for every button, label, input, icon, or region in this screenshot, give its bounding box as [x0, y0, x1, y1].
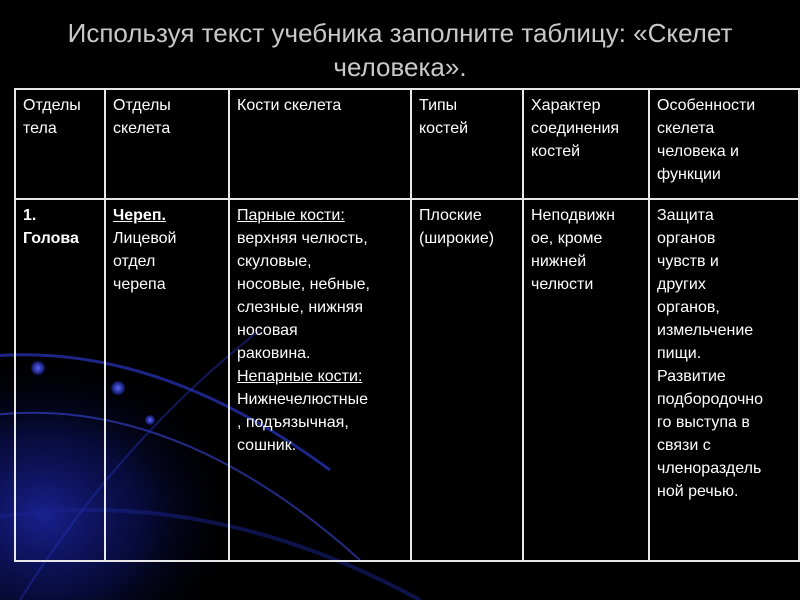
header-text: костей	[419, 120, 469, 137]
cell-text: черепа	[113, 276, 166, 293]
cell-text: других	[657, 276, 706, 293]
cell-text: Защита	[657, 207, 714, 224]
cell-text: пищи.	[657, 345, 702, 362]
cell-body-part	[15, 199, 105, 561]
cell-text: членораздель	[657, 460, 762, 477]
header-text: Кости скелета	[237, 97, 342, 114]
table-header-row	[15, 89, 799, 199]
cell-text: нижней	[531, 253, 587, 270]
cell-text: подбородочно	[657, 391, 764, 408]
skeleton-table	[14, 88, 800, 562]
cell-text: (широкие)	[419, 230, 495, 247]
header-cell-body-parts	[15, 89, 105, 199]
title-line: человека».	[333, 52, 467, 82]
header-cell-skeleton-parts	[105, 89, 229, 199]
cell-text: органов,	[657, 299, 720, 316]
header-text: костей	[531, 143, 581, 160]
cell-skeleton-part	[105, 199, 229, 561]
cell-text: Голова	[23, 230, 79, 247]
slide-title	[40, 16, 760, 84]
header-cell-connection	[523, 89, 649, 199]
cell-text: сошник.	[237, 437, 297, 454]
cell-text: связи с	[657, 437, 711, 454]
cell-text: го выступа в	[657, 414, 750, 431]
header-text: Отделы	[113, 97, 171, 114]
cell-text: чувств и	[657, 253, 719, 270]
cell-text: раковина.	[237, 345, 311, 362]
header-text: Характер	[531, 97, 601, 114]
cell-bones	[229, 199, 411, 561]
cell-text: скуловые,	[237, 253, 312, 270]
skull-label: Череп.	[113, 207, 166, 224]
cell-text: Лицевой	[113, 230, 177, 247]
cell-text: ое, кроме	[531, 230, 603, 247]
header-cell-bone-types	[411, 89, 523, 199]
header-text: Особенности	[657, 97, 756, 114]
cell-text: слезные, нижняя	[237, 299, 363, 316]
table-row	[15, 199, 799, 561]
cell-text: носовая	[237, 322, 298, 339]
cell-text: отдел	[113, 253, 156, 270]
cell-text: Развитие	[657, 368, 726, 385]
title-line: Используя текст учебника заполните таблицу: «Скелет	[67, 18, 733, 48]
header-cell-features	[649, 89, 799, 199]
cell-text: Неподвижн	[531, 207, 615, 224]
paired-bones-label: Парные кости:	[237, 207, 345, 224]
cell-text: , подъязычная,	[237, 414, 349, 431]
cell-text: Плоские	[419, 207, 482, 224]
cell-text: измельчение	[657, 322, 754, 339]
header-cell-bones	[229, 89, 411, 199]
cell-text: Нижнечелюстные	[237, 391, 368, 408]
cell-text: челюсти	[531, 276, 594, 293]
cell-bone-type	[411, 199, 523, 561]
cell-text: органов	[657, 230, 716, 247]
header-text: тела	[23, 120, 57, 137]
cell-text: верхняя челюсть,	[237, 230, 368, 247]
header-text: человека и	[657, 143, 739, 160]
cell-connection	[523, 199, 649, 561]
header-text: Отделы	[23, 97, 81, 114]
header-text: скелета	[113, 120, 171, 137]
cell-features	[649, 199, 799, 561]
header-text: функции	[657, 166, 721, 183]
cell-text: ной речью.	[657, 483, 739, 500]
cell-text: носовые, небные,	[237, 276, 370, 293]
header-text: Типы	[419, 97, 458, 114]
header-text: скелета	[657, 120, 715, 137]
cell-text: 1.	[23, 207, 37, 224]
unpaired-bones-label: Непарные кости:	[237, 368, 363, 385]
header-text: соединения	[531, 120, 620, 137]
